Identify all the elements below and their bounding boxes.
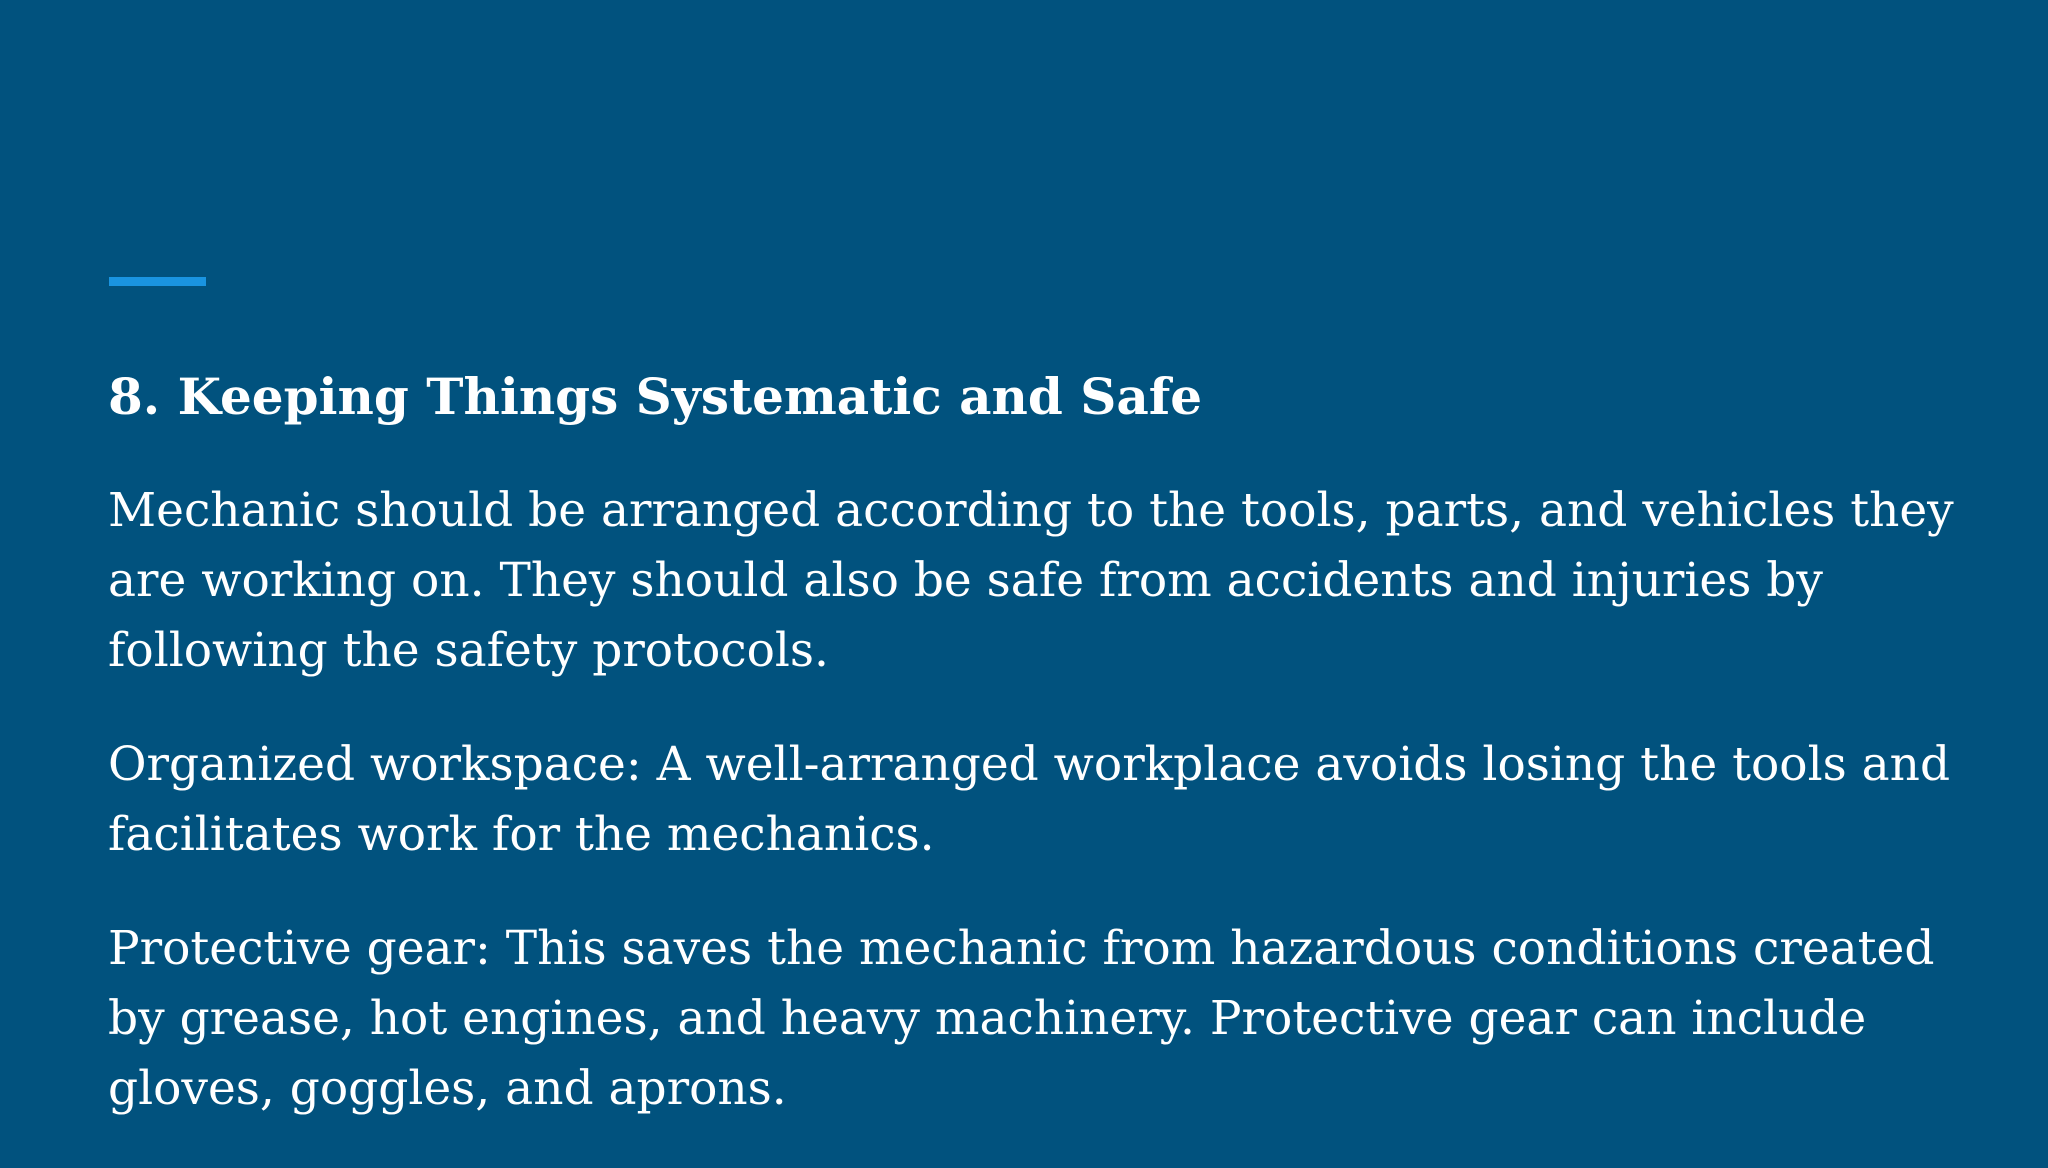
slide-title: 8. Keeping Things Systematic and Safe	[108, 367, 1203, 426]
body-paragraph-protective-gear: Protective gear: This saves the mechanic from hazardous conditions created by grease, hot engines, and heavy machinery. Protective gear can include gloves, goggles, and aprons.	[108, 921, 1935, 1116]
body-paragraph-organized-workspace: Organized workspace: A well-arranged workplace avoids losing the tools and facilitates work for the mechanics.	[108, 737, 1951, 862]
slide-body	[108, 476, 1988, 1168]
body-paragraph-intro: Mechanic should be arranged according to the tools, parts, and vehicles they are working on. They should also be safe from accidents and injuries by following the safety protocols.	[108, 483, 1954, 678]
title-accent-bar	[109, 277, 206, 286]
